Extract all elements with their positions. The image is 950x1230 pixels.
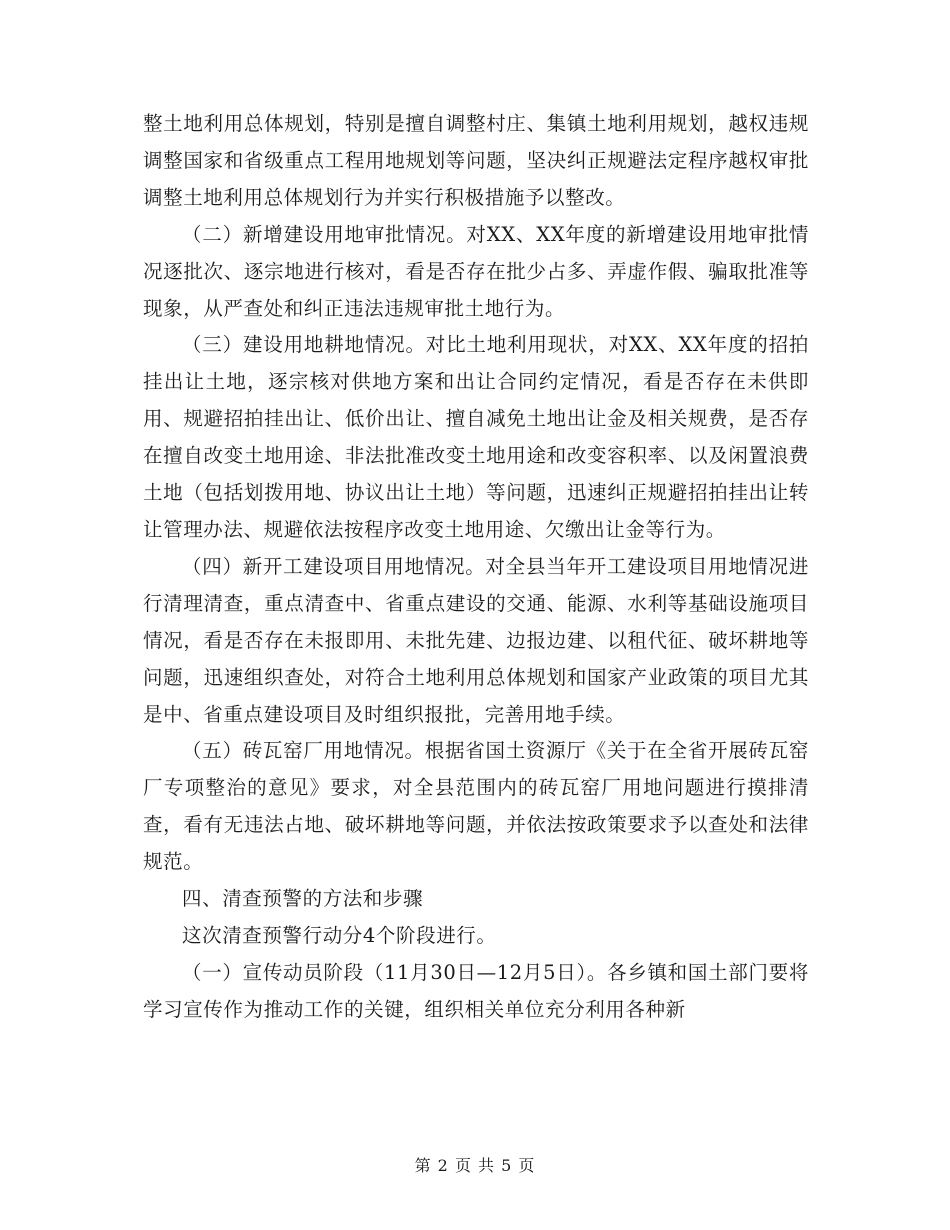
paragraph-new-construction-land-approval: （二）新增建设用地审批情况。对XX、XX年度的新增建设用地审批情况逐批次、逐宗地进行核对，看是否存在批少占多、弄虚作假、骗取批准等现象，从严查处和纠正违法违规审批土地行为。 (143, 222, 809, 320)
section-heading-methods-steps: 四、清查预警的方法和步骤 (182, 887, 424, 911)
paragraph-new-project-land-use: （四）新开工建设项目用地情况。对全县当年开工建设项目用地情况进行清理清查，重点清查中、省重点建设的交通、能源、水利等基础设施项目情况，看是否存在未报即用、未批先建、边报边建、以租代征、破坏耕地等问题，迅速组织查处，对符合土地利用总体规划和国家产业政策的项目尤其是中、省重点建设项目及时组织报批，完善用地手续。 (143, 554, 809, 726)
paragraph-construction-land-farmland: （三）建设用地耕地情况。对比土地利用现状，对XX、XX年度的招拍挂出让土地，逐宗核对供地方案和出让合同约定情况，看是否存在未供即用、规避招拍挂出让、低价出让、擅自减免土地出让金及相关规费，是否存在擅自改变土地用途、非法批准改变土地用途和改变容积率、以及闲置浪费土地（包括划拨用地、协议出让土地）等问题，迅速纠正规避招拍挂出让转让管理办法、规避依法按程序改变土地用途、欠缴出让金等行为。 (143, 333, 809, 541)
paragraph-brick-kiln-land-use: （五）砖瓦窑厂用地情况。根据省国土资源厅《关于在全省开展砖瓦窑厂专项整治的意见》要求，对全县范围内的砖瓦窑厂用地问题进行摸排清查，看有无违法占地、破坏耕地等问题，并依法按政策要求予以查处和法律规范。 (143, 739, 809, 874)
document-body (143, 106, 809, 1029)
paragraph-publicity-stage: （一）宣传动员阶段（11月30日—12月5日）。各乡镇和国土部门要将学习宣传作为推动工作的关键，组织相关单位充分利用各种新 (143, 960, 809, 1021)
page-number-footer: 第 2 页 共 5 页 (414, 1156, 536, 1175)
paragraph-continuation: 整土地利用总体规划，特别是擅自调整村庄、集镇土地利用规划，越权违规调整国家和省级重点工程用地规划等问题，坚决纠正规避法定程序越权审批调整土地利用总体规划行为并实行积极措施予以整改。 (143, 112, 809, 209)
paragraph-four-stages: 这次清查预警行动分4个阶段进行。 (182, 923, 497, 947)
